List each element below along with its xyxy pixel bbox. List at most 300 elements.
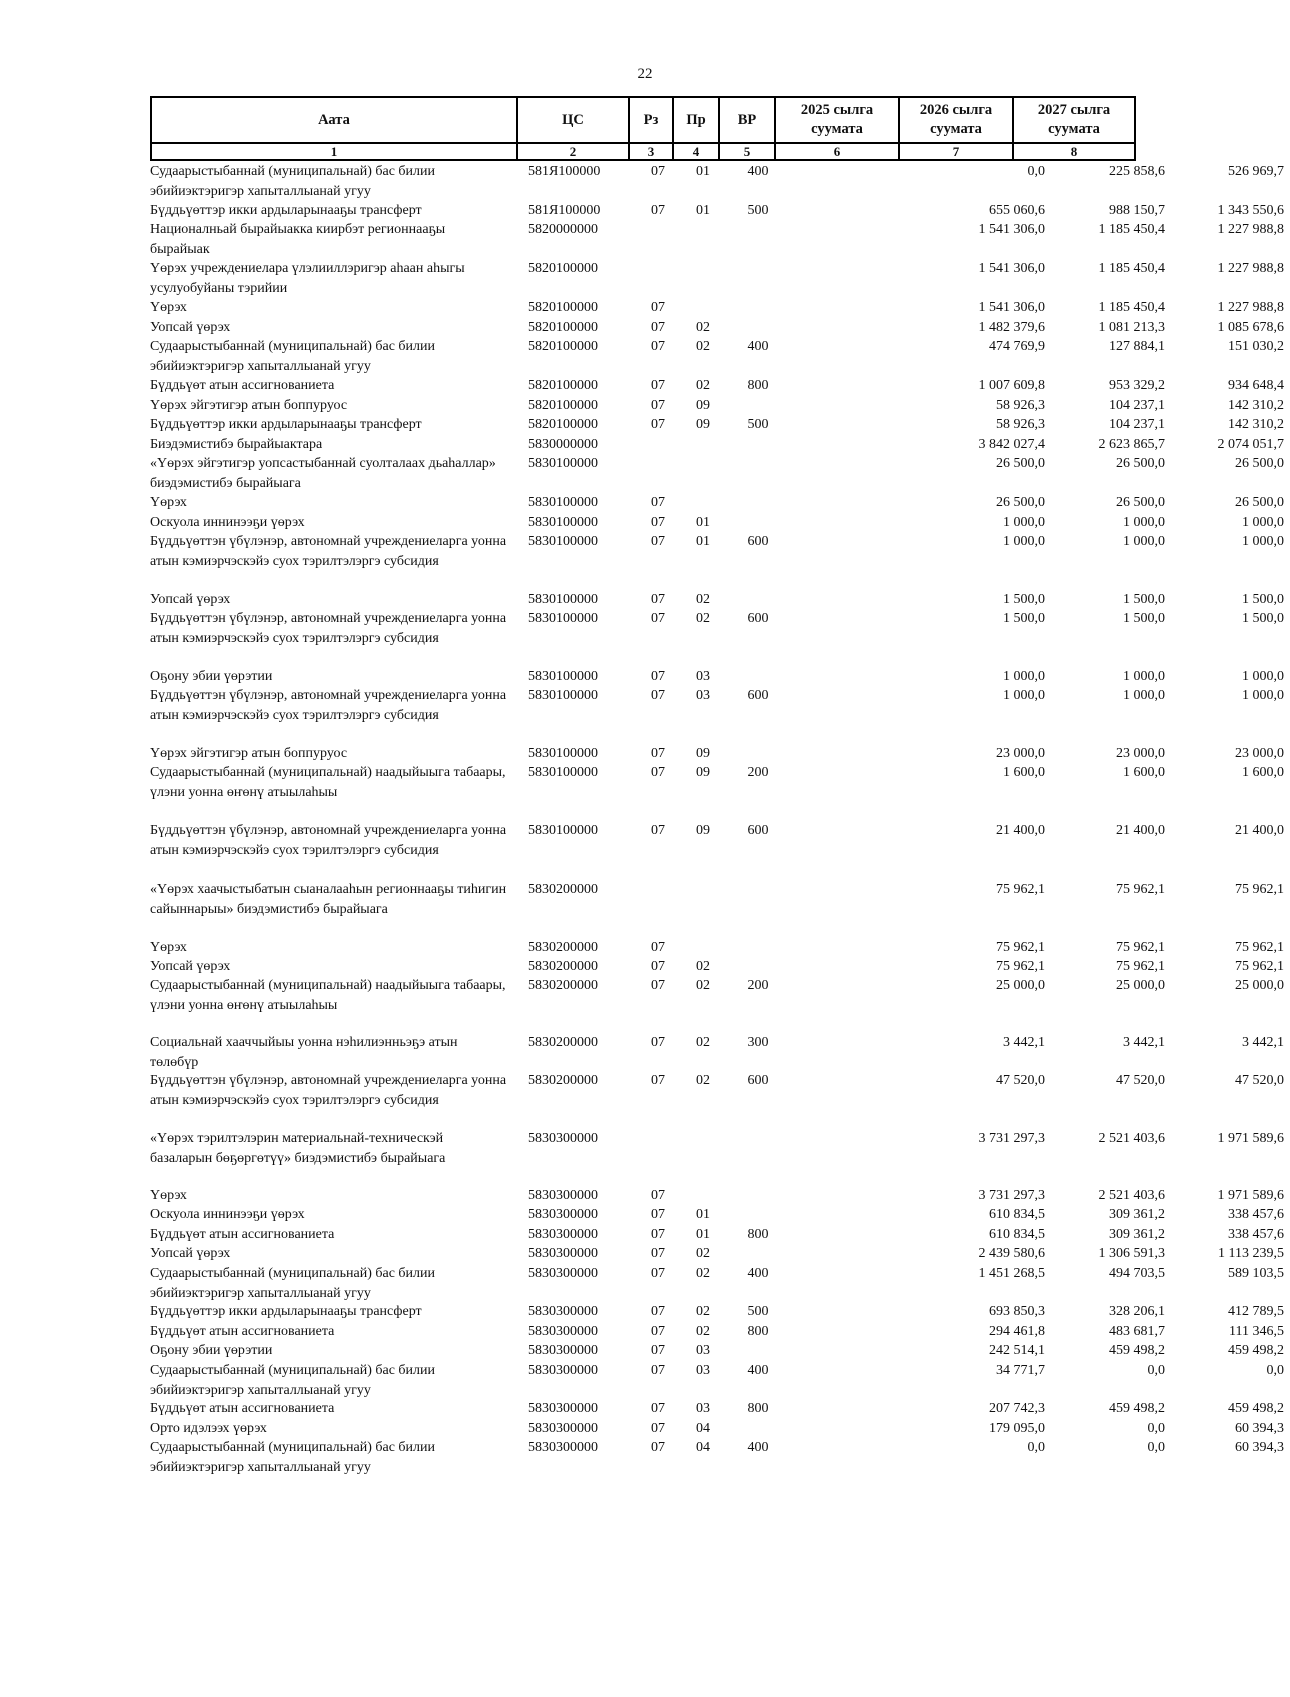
- cell-2025: 655 060,6: [989, 203, 1045, 218]
- cell-name: Бүддьүөт атын ассигнованиета: [150, 1227, 335, 1242]
- cell-cs: 5820100000: [528, 378, 598, 393]
- cell-vr: 400: [747, 164, 769, 179]
- cell-2027: 589 103,5: [1228, 1266, 1284, 1281]
- cell-2026: 309 361,2: [1109, 1227, 1165, 1242]
- cell-name: Судаарыстыбаннай (муниципальнай) бас билии эбийиэктэригэр хапыталлыанай угуу: [150, 164, 436, 199]
- cell-cs: 5830300000: [528, 1440, 598, 1455]
- cell-cs: 5820100000: [528, 339, 598, 354]
- cell-2027: 1 227 988,8: [1217, 261, 1284, 276]
- cell-cs: 5830300000: [528, 1207, 598, 1222]
- cell-2026: 1 185 450,4: [1098, 300, 1165, 315]
- cell-rz: 07: [651, 515, 665, 530]
- cell-2026: 1 500,0: [1123, 592, 1165, 607]
- cell-rz: 07: [651, 978, 665, 993]
- cell-pr: 02: [696, 978, 710, 993]
- cell-2025: 1 600,0: [1003, 765, 1045, 780]
- cell-name: Бүддьүөттэн үбүлэнэр, автономнай учреждениеларга уонна атын кэмиэрчэскэйэ суох тэрилтэлэргэ субсидия: [150, 1073, 507, 1108]
- cell-2026: 127 884,1: [1109, 339, 1165, 354]
- cell-2027: 75 962,1: [1235, 940, 1284, 955]
- cell-pr: 01: [696, 1207, 710, 1222]
- header-2027: 2027 сылга суумата: [1013, 97, 1135, 143]
- cell-2027: 459 498,2: [1228, 1343, 1284, 1358]
- cell-pr: 03: [696, 1343, 710, 1358]
- cell-2025: 25 000,0: [996, 978, 1045, 993]
- cell-rz: 07: [651, 1363, 665, 1378]
- cell-cs: 581Я100000: [528, 203, 601, 218]
- cell-2027: 21 400,0: [1235, 823, 1284, 838]
- cell-rz: 07: [651, 940, 665, 955]
- cell-2026: 1 185 450,4: [1098, 222, 1165, 237]
- cell-rz: 07: [651, 1073, 665, 1088]
- cell-2027: 0,0: [1266, 1363, 1284, 1378]
- cell-2025: 610 834,5: [989, 1227, 1045, 1242]
- cell-name: Бүддьүөт атын ассигнованиета: [150, 378, 335, 393]
- header-pr: Пр: [673, 97, 719, 143]
- cell-name: Бүддьүөттэр икки ардыларынааҕы трансферт: [150, 1304, 422, 1319]
- cell-vr: 600: [747, 823, 769, 838]
- cell-name: Үөрэх эйгэтигэр атын боппуруос: [150, 746, 348, 761]
- cell-2026: 1 306 591,3: [1098, 1246, 1165, 1261]
- header-num-7: 7: [899, 143, 1013, 160]
- cell-cs: 5830100000: [528, 669, 598, 684]
- cell-name: Бүддьүөттэн үбүлэнэр, автономнай учреждениеларга уонна атын кэмиэрчэскэйэ суох тэрилтэлэргэ субсидия: [150, 611, 507, 646]
- cell-2025: 1 007 609,8: [978, 378, 1045, 393]
- cell-name: Националньай бырайыакка киирбэт регионнааҕы бырайыак: [150, 222, 446, 257]
- cell-2025: 47 520,0: [996, 1073, 1045, 1088]
- cell-2026: 1 185 450,4: [1098, 261, 1165, 276]
- cell-2027: 3 442,1: [1242, 1035, 1284, 1050]
- cell-name: Судаарыстыбаннай (муниципальнай) наадыйыыга табаары, үлэни уонна өҥөнү атыылаһыы: [150, 765, 506, 800]
- cell-2027: 1 113 239,5: [1218, 1246, 1284, 1261]
- cell-2027: 26 500,0: [1235, 456, 1284, 471]
- cell-2026: 47 520,0: [1116, 1073, 1165, 1088]
- cell-name: Үөрэх: [150, 1188, 187, 1203]
- cell-vr: 200: [747, 765, 769, 780]
- cell-2025: 23 000,0: [996, 746, 1045, 761]
- cell-2026: 0,0: [1147, 1421, 1165, 1436]
- cell-2025: 1 000,0: [1003, 534, 1045, 549]
- cell-rz: 07: [651, 1035, 665, 1050]
- cell-2025: 1 500,0: [1003, 611, 1045, 626]
- cell-2025: 75 962,1: [996, 882, 1045, 897]
- cell-2025: 58 926,3: [996, 398, 1045, 413]
- cell-pr: 02: [696, 1246, 710, 1261]
- cell-2027: 1 227 988,8: [1217, 222, 1284, 237]
- cell-cs: 5830200000: [528, 1035, 598, 1050]
- cell-name: Судаарыстыбаннай (муниципальнай) бас билии эбийиэктэригэр хапыталлыанай угуу: [150, 1440, 436, 1475]
- cell-rz: 07: [651, 203, 665, 218]
- cell-2027: 1 500,0: [1242, 592, 1284, 607]
- header-num-8: 8: [1013, 143, 1135, 160]
- cell-name: Судаарыстыбаннай (муниципальнай) бас билии эбийиэктэригэр хапыталлыанай угуу: [150, 1266, 436, 1301]
- cell-2025: 242 514,1: [989, 1343, 1045, 1358]
- cell-rz: 07: [651, 1207, 665, 1222]
- cell-2026: 988 150,7: [1109, 203, 1165, 218]
- cell-2027: 1 227 988,8: [1217, 300, 1284, 315]
- cell-name: Социальнай хааччыйыы уонна нэһилиэнньэҕэ атын төлөбүр: [150, 1035, 458, 1070]
- cell-cs: 5830200000: [528, 882, 598, 897]
- cell-2025: 1 482 379,6: [978, 320, 1045, 335]
- cell-cs: 5830300000: [528, 1363, 598, 1378]
- cell-2026: 26 500,0: [1116, 495, 1165, 510]
- cell-pr: 02: [696, 592, 710, 607]
- cell-pr: 01: [696, 164, 710, 179]
- cell-vr: 800: [747, 1227, 769, 1242]
- header-num-6: 6: [775, 143, 899, 160]
- cell-2026: 483 681,7: [1109, 1324, 1165, 1339]
- cell-cs: 5830200000: [528, 1073, 598, 1088]
- cell-pr: 02: [696, 339, 710, 354]
- cell-name: Оҕону эбии үөрэтии: [150, 669, 273, 684]
- cell-rz: 07: [651, 592, 665, 607]
- cell-name: Уопсай үөрэх: [150, 592, 231, 607]
- header-num-1: 1: [151, 143, 517, 160]
- cell-2027: 60 394,3: [1235, 1421, 1284, 1436]
- cell-2025: 75 962,1: [996, 959, 1045, 974]
- cell-2025: 3 442,1: [1003, 1035, 1045, 1050]
- cell-name: Судаарыстыбаннай (муниципальнай) бас билии эбийиэктэригэр хапыталлыанай угуу: [150, 1363, 436, 1398]
- cell-cs: 5830100000: [528, 746, 598, 761]
- cell-2025: 1 541 306,0: [978, 261, 1045, 276]
- cell-2026: 1 000,0: [1123, 669, 1165, 684]
- cell-cs: 5820100000: [528, 320, 598, 335]
- cell-2026: 459 498,2: [1109, 1401, 1165, 1416]
- cell-name: Судаарыстыбаннай (муниципальнай) бас билии эбийиэктэригэр хапыталлыанай угуу: [150, 339, 436, 374]
- cell-2027: 60 394,3: [1235, 1440, 1284, 1455]
- cell-2026: 23 000,0: [1116, 746, 1165, 761]
- cell-cs: 5830300000: [528, 1343, 598, 1358]
- cell-vr: 600: [747, 611, 769, 626]
- cell-2025: 610 834,5: [989, 1207, 1045, 1222]
- cell-pr: 09: [696, 746, 710, 761]
- cell-cs: 5820100000: [528, 398, 598, 413]
- cell-pr: 09: [696, 417, 710, 432]
- cell-rz: 07: [651, 688, 665, 703]
- cell-name: Бүддьүөттэр икки ардыларынааҕы трансферт: [150, 417, 422, 432]
- cell-rz: 07: [651, 669, 665, 684]
- cell-name: «Үөрэх тэрилтэлэрин материальнай-техническэй базаларын бөҕөргөтүү» биэдэмистибэ бырайыага: [150, 1131, 446, 1166]
- cell-pr: 01: [696, 203, 710, 218]
- cell-pr: 03: [696, 1401, 710, 1416]
- cell-2027: 23 000,0: [1235, 746, 1284, 761]
- cell-2027: 1 000,0: [1242, 688, 1284, 703]
- cell-2027: 111 346,5: [1229, 1324, 1284, 1339]
- cell-2025: 58 926,3: [996, 417, 1045, 432]
- cell-cs: 5830000000: [528, 437, 598, 452]
- cell-rz: 07: [651, 1246, 665, 1261]
- cell-name: Уопсай үөрэх: [150, 1246, 231, 1261]
- cell-vr: 600: [747, 1073, 769, 1088]
- cell-2026: 26 500,0: [1116, 456, 1165, 471]
- cell-2025: 3 731 297,3: [978, 1188, 1045, 1203]
- cell-cs: 5820100000: [528, 261, 598, 276]
- cell-name: Бүддьүөт атын ассигнованиета: [150, 1324, 335, 1339]
- cell-name: Оскуола иннинээҕи үөрэх: [150, 1207, 305, 1222]
- cell-rz: 07: [651, 398, 665, 413]
- cell-2027: 1 971 589,6: [1217, 1188, 1284, 1203]
- cell-pr: 02: [696, 1035, 710, 1050]
- cell-pr: 03: [696, 1363, 710, 1378]
- cell-2026: 0,0: [1147, 1440, 1165, 1455]
- cell-cs: 5830300000: [528, 1246, 598, 1261]
- cell-cs: 5830100000: [528, 688, 598, 703]
- header-name: Аата: [151, 97, 517, 143]
- cell-cs: 5820100000: [528, 300, 598, 315]
- cell-pr: 04: [696, 1440, 710, 1455]
- cell-pr: 02: [696, 1266, 710, 1281]
- cell-vr: 500: [747, 203, 769, 218]
- cell-2025: 1 500,0: [1003, 592, 1045, 607]
- cell-2026: 2 623 865,7: [1098, 437, 1165, 452]
- cell-rz: 07: [651, 1324, 665, 1339]
- cell-2026: 309 361,2: [1109, 1207, 1165, 1222]
- cell-vr: 400: [747, 1363, 769, 1378]
- cell-cs: 5830100000: [528, 611, 598, 626]
- cell-2027: 142 310,2: [1228, 398, 1284, 413]
- cell-name: Оҕону эбии үөрэтии: [150, 1343, 273, 1358]
- cell-name: Бүддьүөттэн үбүлэнэр, автономнай учреждениеларга уонна атын кэмиэрчэскэйэ суох тэрилтэлэргэ субсидия: [150, 534, 507, 569]
- cell-pr: 03: [696, 688, 710, 703]
- cell-pr: 02: [696, 959, 710, 974]
- cell-2027: 25 000,0: [1235, 978, 1284, 993]
- cell-vr: 400: [747, 339, 769, 354]
- header-cs: ЦС: [517, 97, 629, 143]
- cell-cs: 5820100000: [528, 417, 598, 432]
- cell-name: Бүддьүөттэн үбүлэнэр, автономнай учреждениеларга уонна атын кэмиэрчэскэйэ суох тэрилтэлэргэ субсидия: [150, 688, 507, 723]
- cell-2025: 21 400,0: [996, 823, 1045, 838]
- cell-cs: 5830300000: [528, 1401, 598, 1416]
- cell-pr: 02: [696, 1304, 710, 1319]
- cell-vr: 200: [747, 978, 769, 993]
- header-rz: Рз: [629, 97, 673, 143]
- cell-vr: 500: [747, 1304, 769, 1319]
- cell-2025: 1 451 268,5: [978, 1266, 1045, 1281]
- cell-cs: 5830300000: [528, 1188, 598, 1203]
- cell-rz: 07: [651, 746, 665, 761]
- cell-rz: 07: [651, 320, 665, 335]
- cell-2025: 0,0: [1027, 1440, 1045, 1455]
- cell-name: Уопсай үөрэх: [150, 320, 231, 335]
- cell-2026: 104 237,1: [1109, 417, 1165, 432]
- cell-2026: 75 962,1: [1116, 940, 1165, 955]
- cell-2027: 934 648,4: [1228, 378, 1284, 393]
- header-2026: 2026 сылга суумата: [899, 97, 1013, 143]
- header-vr: ВР: [719, 97, 775, 143]
- cell-name: Үөрэх: [150, 495, 187, 510]
- cell-2027: 75 962,1: [1235, 959, 1284, 974]
- cell-cs: 5830100000: [528, 765, 598, 780]
- cell-rz: 07: [651, 417, 665, 432]
- cell-2027: 1 971 589,6: [1217, 1131, 1284, 1146]
- cell-vr: 400: [747, 1440, 769, 1455]
- cell-2025: 34 771,7: [996, 1363, 1045, 1378]
- cell-pr: 02: [696, 378, 710, 393]
- cell-name: «Үөрэх хаачыстыбатын сыаналааһын регионнааҕы тиһигин сайыннарыы» биэдэмистибэ бырайыага: [150, 882, 507, 917]
- cell-vr: 600: [747, 688, 769, 703]
- cell-2026: 75 962,1: [1116, 959, 1165, 974]
- cell-2027: 2 074 051,7: [1217, 437, 1284, 452]
- cell-cs: 5830300000: [528, 1131, 598, 1146]
- cell-name: Бүддьүөттэр икки ардыларынааҕы трансферт: [150, 203, 422, 218]
- cell-pr: 02: [696, 611, 710, 626]
- cell-vr: 600: [747, 534, 769, 549]
- cell-vr: 300: [747, 1035, 769, 1050]
- cell-name: Орто идэлээх үөрэх: [150, 1421, 267, 1436]
- cell-2025: 1 000,0: [1003, 515, 1045, 530]
- cell-2025: 1 000,0: [1003, 688, 1045, 703]
- cell-name: Үөрэх: [150, 300, 187, 315]
- cell-2026: 3 442,1: [1123, 1035, 1165, 1050]
- cell-2025: 3 731 297,3: [978, 1131, 1045, 1146]
- cell-cs: 5830200000: [528, 940, 598, 955]
- cell-2025: 179 095,0: [989, 1421, 1045, 1436]
- cell-cs: 5820000000: [528, 222, 598, 237]
- cell-pr: 01: [696, 515, 710, 530]
- cell-rz: 07: [651, 1304, 665, 1319]
- cell-vr: 800: [747, 1324, 769, 1339]
- cell-rz: 07: [651, 823, 665, 838]
- cell-cs: 5830100000: [528, 515, 598, 530]
- cell-rz: 07: [651, 495, 665, 510]
- cell-2027: 338 457,6: [1228, 1207, 1284, 1222]
- cell-cs: 5830100000: [528, 592, 598, 607]
- cell-2025: 2 439 580,6: [978, 1246, 1045, 1261]
- cell-pr: 09: [696, 398, 710, 413]
- cell-2025: 474 769,9: [989, 339, 1045, 354]
- cell-rz: 07: [651, 534, 665, 549]
- cell-cs: 5830100000: [528, 534, 598, 549]
- cell-name: Үөрэх учреждениелара үлэлииллэригэр аһаан аһыгы усулуобуйаны тэрийии: [150, 261, 465, 296]
- cell-2025: 0,0: [1027, 164, 1045, 179]
- cell-name: Биэдэмистибэ бырайыактара: [150, 437, 323, 452]
- cell-name: «Үөрэх эйгэтигэр уопсастыбаннай суолталаах дьаһаллар» биэдэмистибэ бырайыага: [150, 456, 496, 491]
- cell-2027: 142 310,2: [1228, 417, 1284, 432]
- cell-2026: 953 329,2: [1109, 378, 1165, 393]
- cell-cs: 5830300000: [528, 1227, 598, 1242]
- header-2025: 2025 сылга суумата: [775, 97, 899, 143]
- header-num-2: 2: [517, 143, 629, 160]
- cell-2026: 0,0: [1147, 1363, 1165, 1378]
- cell-pr: 09: [696, 823, 710, 838]
- cell-2025: 26 500,0: [996, 456, 1045, 471]
- cell-2026: 2 521 403,6: [1098, 1131, 1165, 1146]
- cell-cs: 5830100000: [528, 823, 598, 838]
- cell-2027: 412 789,5: [1228, 1304, 1284, 1319]
- cell-2027: 526 969,7: [1228, 164, 1284, 179]
- cell-rz: 07: [651, 1227, 665, 1242]
- cell-2027: 1 000,0: [1242, 669, 1284, 684]
- cell-2026: 1 600,0: [1123, 765, 1165, 780]
- cell-rz: 07: [651, 1421, 665, 1436]
- cell-pr: 09: [696, 765, 710, 780]
- cell-2025: 693 850,3: [989, 1304, 1045, 1319]
- cell-2027: 1 343 550,6: [1217, 203, 1284, 218]
- cell-2025: 1 541 306,0: [978, 222, 1045, 237]
- cell-pr: 01: [696, 534, 710, 549]
- cell-vr: 500: [747, 417, 769, 432]
- cell-2026: 328 206,1: [1109, 1304, 1165, 1319]
- cell-name: Уопсай үөрэх: [150, 959, 231, 974]
- cell-2026: 1 000,0: [1123, 688, 1165, 703]
- cell-name: Оскуола иннинээҕи үөрэх: [150, 515, 305, 530]
- cell-cs: 5830300000: [528, 1421, 598, 1436]
- cell-cs: 5830100000: [528, 495, 598, 510]
- cell-2027: 1 500,0: [1242, 611, 1284, 626]
- cell-2025: 1 541 306,0: [978, 300, 1045, 315]
- cell-2026: 494 703,5: [1109, 1266, 1165, 1281]
- cell-2026: 1 000,0: [1123, 534, 1165, 549]
- page-number: 22: [637, 66, 653, 82]
- cell-2026: 75 962,1: [1116, 882, 1165, 897]
- cell-vr: 800: [747, 378, 769, 393]
- cell-vr: 800: [747, 1401, 769, 1416]
- cell-2027: 459 498,2: [1228, 1401, 1284, 1416]
- cell-pr: 03: [696, 669, 710, 684]
- cell-2026: 25 000,0: [1116, 978, 1165, 993]
- cell-2027: 75 962,1: [1235, 882, 1284, 897]
- cell-2026: 1 000,0: [1123, 515, 1165, 530]
- cell-2027: 1 000,0: [1242, 534, 1284, 549]
- cell-rz: 07: [651, 164, 665, 179]
- cell-rz: 07: [651, 1188, 665, 1203]
- cell-2027: 1 000,0: [1242, 515, 1284, 530]
- cell-2026: 1 081 213,3: [1098, 320, 1165, 335]
- cell-rz: 07: [651, 1343, 665, 1358]
- cell-rz: 07: [651, 300, 665, 315]
- cell-pr: 04: [696, 1421, 710, 1436]
- cell-cs: 5830200000: [528, 978, 598, 993]
- cell-2025: 1 000,0: [1003, 669, 1045, 684]
- cell-rz: 07: [651, 1401, 665, 1416]
- cell-cs: 5830300000: [528, 1324, 598, 1339]
- cell-rz: 07: [651, 959, 665, 974]
- cell-2027: 47 520,0: [1235, 1073, 1284, 1088]
- cell-rz: 07: [651, 378, 665, 393]
- cell-pr: 02: [696, 320, 710, 335]
- header-num-4: 4: [673, 143, 719, 160]
- cell-2025: 26 500,0: [996, 495, 1045, 510]
- cell-cs: 5830200000: [528, 959, 598, 974]
- cell-name: Үөрэх: [150, 940, 187, 955]
- cell-2025: 294 461,8: [989, 1324, 1045, 1339]
- cell-2027: 26 500,0: [1235, 495, 1284, 510]
- cell-vr: 400: [747, 1266, 769, 1281]
- header-num-5: 5: [719, 143, 775, 160]
- cell-rz: 07: [651, 611, 665, 626]
- cell-cs: 5830100000: [528, 456, 598, 471]
- cell-rz: 07: [651, 765, 665, 780]
- cell-pr: 01: [696, 1227, 710, 1242]
- cell-2027: 1 085 678,6: [1217, 320, 1284, 335]
- cell-2027: 338 457,6: [1228, 1227, 1284, 1242]
- header-num-3: 3: [629, 143, 673, 160]
- cell-name: Судаарыстыбаннай (муниципальнай) наадыйыыга табаары, үлэни уонна өҥөнү атыылаһыы: [150, 978, 506, 1013]
- cell-2027: 1 600,0: [1242, 765, 1284, 780]
- table-header: [150, 96, 1136, 161]
- cell-2026: 104 237,1: [1109, 398, 1165, 413]
- cell-cs: 5830300000: [528, 1266, 598, 1281]
- cell-name: Бүддьүөттэн үбүлэнэр, автономнай учреждениеларга уонна атын кэмиэрчэскэйэ суох тэрилтэлэргэ субсидия: [150, 823, 507, 858]
- cell-pr: 02: [696, 1324, 710, 1339]
- cell-cs: 581Я100000: [528, 164, 601, 179]
- cell-2025: 75 962,1: [996, 940, 1045, 955]
- cell-2026: 225 858,6: [1109, 164, 1165, 179]
- cell-rz: 07: [651, 339, 665, 354]
- cell-rz: 07: [651, 1440, 665, 1455]
- cell-rz: 07: [651, 1266, 665, 1281]
- cell-2027: 151 030,2: [1228, 339, 1284, 354]
- cell-cs: 5830300000: [528, 1304, 598, 1319]
